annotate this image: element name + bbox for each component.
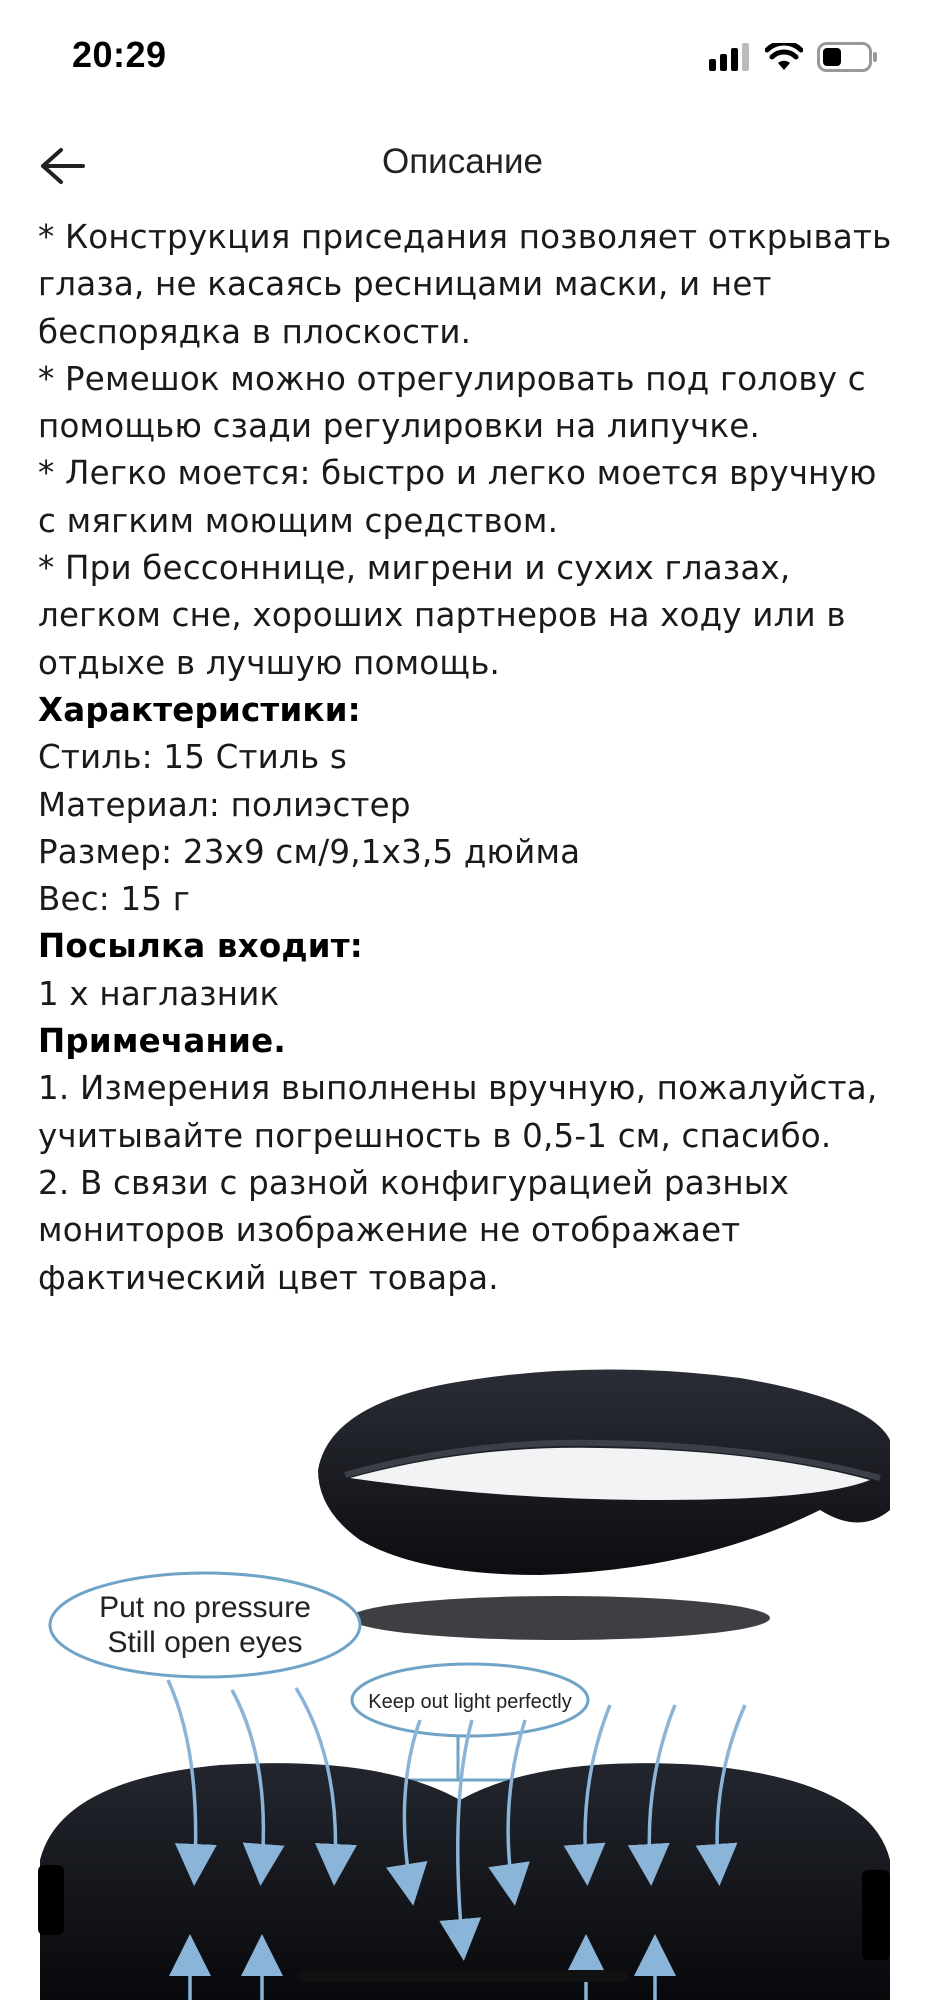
description-line: * Конструкция приседания позволяет открывать глаза, не касаясь ресницами маски, и нет беспорядка в плоскости. bbox=[38, 218, 892, 351]
package-line: 1 x наглазник bbox=[38, 974, 280, 1013]
cellular-signal-icon bbox=[709, 43, 751, 71]
sleep-mask-illustration bbox=[0, 1360, 925, 2000]
description-line: * Легко моется: быстро и легко моется вручную с мягким моющим средством. bbox=[38, 454, 877, 540]
spec-line: Размер: 23x9 см/9,1x3,5 дюйма bbox=[38, 832, 581, 871]
specs-heading: Характеристики: bbox=[38, 690, 361, 729]
product-image bbox=[0, 1360, 925, 2000]
status-time: 20:29 bbox=[72, 34, 167, 75]
callout-text: Still open eyes bbox=[107, 1626, 303, 1659]
note-heading: Примечание. bbox=[38, 1022, 286, 1061]
callout-text: Put no pressure bbox=[99, 1591, 311, 1624]
description-line: * Ремешок можно отрегулировать под голову с помощью сзади регулировки на липучке. bbox=[38, 359, 866, 446]
package-heading: Посылка входит: bbox=[38, 927, 364, 966]
home-indicator[interactable] bbox=[298, 1970, 628, 1982]
mask-side-view bbox=[318, 1369, 890, 1640]
note-line: 2. В связи с разной конфигурацией разных мониторов изображение не отображает фактический цвет товара. bbox=[38, 1163, 790, 1297]
status-bar bbox=[0, 0, 925, 120]
description-line: * При бессоннице, мигрени и сухих глазах, легком сне, хороших партнеров на ходу или в отдыхе в лучшую помощь. bbox=[38, 549, 846, 682]
nav-bar bbox=[0, 120, 925, 212]
page-title: Описание bbox=[381, 142, 544, 181]
mask-front-view bbox=[38, 1763, 890, 2000]
callout-text: Keep out light perfectly bbox=[368, 1691, 572, 1713]
note-line: 1. Измерения выполнены вручную, пожалуйста, учитывайте погрешность в 0,5-1 см, спасибо. bbox=[38, 1069, 878, 1155]
wifi-icon bbox=[765, 43, 803, 71]
callout-no-pressure bbox=[50, 1573, 360, 1677]
spec-line: Вес: 15 г bbox=[38, 880, 191, 919]
status-icons bbox=[709, 42, 879, 72]
spec-line: Материал: полиэстер bbox=[38, 785, 411, 824]
spec-line: Стиль: 15 Стиль s bbox=[38, 738, 347, 777]
description-content bbox=[38, 192, 898, 1302]
battery-icon bbox=[817, 42, 879, 72]
